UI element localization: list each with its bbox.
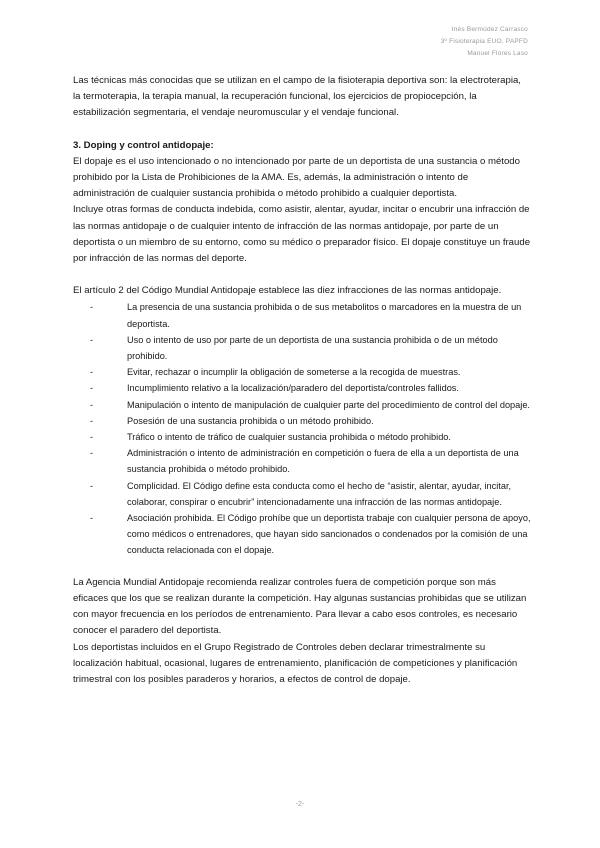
list-item <box>90 510 531 559</box>
list-item-text: Asociación prohibida. El Código prohíbe que un deportista trabaje con cualquier persona de apoyo, como médicos o entrenadores, que hayan sido sancionados o condenados por la comisión de una conducta relacionada con el dopaje. <box>127 513 531 556</box>
bullet-marker: - <box>90 334 94 345</box>
list-item <box>90 364 531 380</box>
definition-paragraph-1: El dopaje es el uso intencionado o no intencionado por parte de un deportista de una sustancia o método prohibido por la Lista de Prohibiciones de la AMA. Es, además, la administración o intento de administración de cualquier sustancia prohibida o método prohibido a cualquier deportista. <box>73 155 520 200</box>
page-header <box>441 24 528 60</box>
header-author: Inés Bermúdez Carrasco <box>451 26 528 33</box>
list-item-text: Administración o intento de administración en competición o fuera de ella a un deportista de una sustancia prohibida o método prohibido. <box>127 448 519 475</box>
bullet-marker: - <box>90 513 94 524</box>
list-item-text: Incumplimiento relativo a la localización/paradero del deportista/controles fallidos. <box>127 383 459 394</box>
page-content <box>73 73 531 688</box>
bullet-marker: - <box>90 367 94 378</box>
list-item <box>90 299 531 331</box>
definition-paragraph-2: Incluye otras formas de conducta indebida, como asistir, alentar, ayudar, incitar o encubrir una infracción de las normas antidopaje o de cualquier intento de infracción de las normas antidopaje, por parte de un deportista o un miembro de su entorno, como su médico o preparador físico. El dopaje constituye un fraude por infracción de las normas del deporte. <box>73 204 531 265</box>
bullet-marker: - <box>90 432 94 443</box>
bullet-marker: - <box>90 383 94 394</box>
bullet-marker: - <box>90 415 94 426</box>
bullet-marker: - <box>90 399 94 410</box>
intro-paragraph: Las técnicas más conocidas que se utilizan en el campo de la fisioterapia deportiva son: la electroterapia, la termoterapia, la terapia manual, la recuperación funcional, los ejercicios de propiocepción, la estabilización segmentaria, el vendaje neuromuscular y el vendaje funcional. <box>73 75 521 119</box>
bullet-marker: - <box>90 480 94 491</box>
list-item-text: Tráfico o intento de tráfico de cualquier sustancia prohibida o método prohibido. <box>127 432 451 443</box>
header-professor: Manuel Flores Laso <box>467 50 528 57</box>
list-item-text: Complicidad. El Código define esta conducta como el hecho de “asistir, alentar, ayudar, incitar, colaborar, conspirar o encubrir” intencionadamente una infracción de las normas antidopaje. <box>127 480 512 507</box>
infractions-list <box>73 299 531 558</box>
list-item <box>90 397 531 413</box>
registry-paragraph: Los deportistas incluidos en el Grupo Registrado de Controles deben declarar trimestralmente su localización habitual, ocasional, lugares de entrenamiento, planificación de competiciones y planificación trimestral con los posibles paraderos y horarios, a efectos de control de dopaje. <box>73 641 518 685</box>
list-item <box>90 478 531 510</box>
agency-paragraph: La Agencia Mundial Antidopaje recomienda realizar controles fuera de competición porque son más eficaces que los que se realizan durante la competición. Hay algunas sustancias prohibidas que se utilizan con mayor frecuencia en los períodos de entrenamiento. Para llevar a cabo esos controles, es necesario conocer el paradero del deportista. <box>73 576 527 637</box>
bullet-marker: - <box>90 302 94 313</box>
list-item <box>90 380 531 396</box>
list-item <box>90 413 531 429</box>
list-item-text: Evitar, rechazar o incumplir la obligación de someterse a la recogida de muestras. <box>127 367 461 378</box>
list-item-text: Posesión de una sustancia prohibida o un método prohibido. <box>127 415 374 426</box>
article-intro-paragraph: El artículo 2 del Código Mundial Antidopaje establece las diez infracciones de las normas antidopaje. <box>73 285 502 297</box>
list-item-text: Manipulación o intento de manipulación de cualquier parte del procedimiento de control del dopaje. <box>127 399 530 410</box>
bullet-marker: - <box>90 448 94 459</box>
list-item <box>90 332 531 364</box>
header-course: 3º Fisioterapia EUO, PAPFD <box>440 38 528 45</box>
list-item <box>90 445 531 477</box>
list-item-text: La presencia de una sustancia prohibida o de sus metabolitos o marcadores en la muestra de un deportista. <box>127 302 522 329</box>
section-heading: 3. Doping y control antidopaje: <box>73 139 214 151</box>
list-item <box>90 429 531 445</box>
list-item-text: Uso o intento de uso por parte de un deportista de una sustancia prohibida o de un método prohibido. <box>127 334 498 362</box>
page-number: -2- <box>295 801 305 808</box>
